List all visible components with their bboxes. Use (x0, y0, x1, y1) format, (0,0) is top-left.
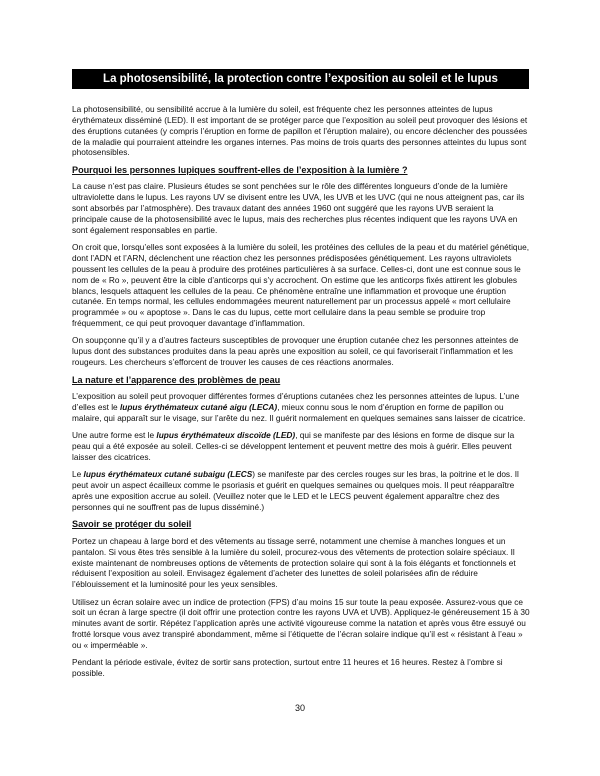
article-body (72, 104, 530, 686)
section-heading-cause: Pourquoi les personnes lupiques souffrent-elles de l’exposition à la lumière ? (72, 164, 408, 175)
paragraph: La cause n’est pas claire. Plusieurs études se sont penchées sur le rôle des différentes longueurs d’onde de la lumière ultraviolette dans le lupus. Les rayons UV se divisent entre les UVA, les UVB et les UVC (qui ne nous atteignent pas, car ils sont absorbés par l’atmosphère). Des travaux datant des années 1960 ont suggéré que les rayons UVB seraient la principale cause de la photosensibilité avec le lupus, mais des recherches plus récentes indiquent que les rayons UVA en sont également responsables en partie. (72, 181, 525, 235)
intro-paragraph: La photosensibilité, ou sensibilité accrue à la lumière du soleil, est fréquente chez les personnes atteintes de lupus érythémateux disséminé (LED). Il est important de se protéger parce que l’exposition au soleil peut provoquer des lésions et des éruptions cutanées (y compris l’éruption en forme de papillon et l’éruption malaire), ou encore déclencher des poussées de la maladie qui pourraient atteindre les organes internes. Pas moins de trois quarts des personnes atteintes du lupus sont photosensibles. (72, 104, 528, 158)
text: Une autre forme est le (72, 430, 157, 441)
term-lecs: lupus érythémateux cutané subaigu (LECS (83, 469, 253, 480)
section-heading-skin-problems: La nature et l’apparence des problèmes de peau (72, 374, 281, 385)
paragraph: Pendant la période estivale, évitez de sortir sans protection, surtout entre 11 heures et 16 heures. Restez à l’ombre si possible. (72, 657, 503, 679)
page-title: La photosensibilité, la protection contre l’exposition au soleil et le lupus (72, 69, 529, 89)
term-leca: lupus érythémateux cutané aigu (LECA) (119, 401, 278, 412)
paragraph: On soupçonne qu’il y a d’autres facteurs susceptibles de provoquer une éruption cutanée chez les personnes atteintes de lupus dont des substances produites dans la peau après une exposition au soleil, ce qui favoriserait l’inflammation et les rougeurs. Les chercheurs s’efforcent de trouver les causes de ces réactions anormales. (72, 335, 519, 368)
text: Le (72, 469, 84, 480)
paragraph (72, 469, 530, 512)
paragraph (72, 430, 530, 463)
paragraph (72, 391, 530, 424)
paragraph: Portez un chapeau à large bord et des vêtements au tissage serré, notamment une chemise à manches longues et un pantalon. Si vous êtes très sensible à la lumière du soleil, procurez-vous des vêtements de protection solaire spéciaux. Il existe maintenant de nombreuses options de vêtements de protection solaire qui sont à la fois élégants et fonctionnels et réduisent l’exposition au soleil. Envisagez également d’acheter des lunettes de soleil polarisées afin de réduire l’éblouissement et la luminosité pour les yeux sensibles. (72, 535, 516, 590)
paragraph: Utilisez un écran solaire avec un indice de protection (FPS) d’au moins 15 sur toute la peau exposée. Assurez-vous que ce soit un écran à large spectre (il doit offrir une protection contre les rayons UVA et UVB). Appliquez-le généreusement 15 à 30 minutes avant de sortir. Répétez l’application après une activité vigoureuse comme la natation et après vous être essuyé ou frotté lorsque vous avez transpiré abondamment, même si l’étiquette de l’écran solaire indique qu’il est « résistant à l’eau » ou « imperméable ». (72, 596, 530, 650)
paragraph: On croit que, lorsqu’elles sont exposées à la lumière du soleil, les protéines des cellules de la peau et du matériel génétique, dont l’ADN et l’ARN, déclenchent une réaction chez les personnes prédisposées génétiquement. Les rayons ultraviolets poussent les cellules de la peau à produire des protéines particulières à sa surface. Celles-ci, dont une est connue sous le nom de « Ro », peuvent être la cible d’anticorps qui s’y accrochent. On estime que les anticorps fixés attirent les globules blancs, lesquels attaquent les cellules de la peau. Ce phénomène entraîne une inflammation et provoque une éruption cutanée. En temps normal, les cellules endommagées meurent naturellement par un processus appelé « mort cellulaire programmée » ou « apoptose ». Dans le cas du lupus, cette mort cellulaire dans la peau semble se produire trop fréquemment, ce qui peut provoquer davantage d’inflammation. (72, 242, 530, 329)
term-led: lupus érythémateux discoïde (LED) (156, 430, 296, 441)
text: , qui se manifeste par des lésions en forme de disque sur la peau qui a été exposée au soleil. Celles-ci se développent lentement et peuvent mettre des mois à guérir. Elles peuvent laisser des cicatrices. (72, 430, 515, 462)
section-heading-protection: Savoir se protéger du soleil (72, 519, 192, 530)
text: L’exposition au soleil peut provoquer différentes formes d’éruptions cutanées chez les personnes atteintes de lupus. L’une d’elles est le (72, 391, 520, 412)
page-number: 30 (294, 703, 305, 713)
text: , mieux connu sous le nom d’éruption en forme de papillon ou malaire, qui apparaît sur le visage, sur l’arête du nez. Il guérit normalement en quelques semaines sans laisser de cicatrice. (72, 401, 526, 423)
text: ) se manifeste par des cercles rouges sur les bras, la poitrine et le dos. Il peut avoir un aspect écailleux comme le psoriasis et guérit en quelques semaines ou quelques mois. Il peut réapparaître après une exposition accrue au soleil. (Veuillez noter que le LED et le LECS peuvent également apparaître chez des personnes qui ne souffrent pas de lupus disséminé.) (72, 469, 519, 512)
